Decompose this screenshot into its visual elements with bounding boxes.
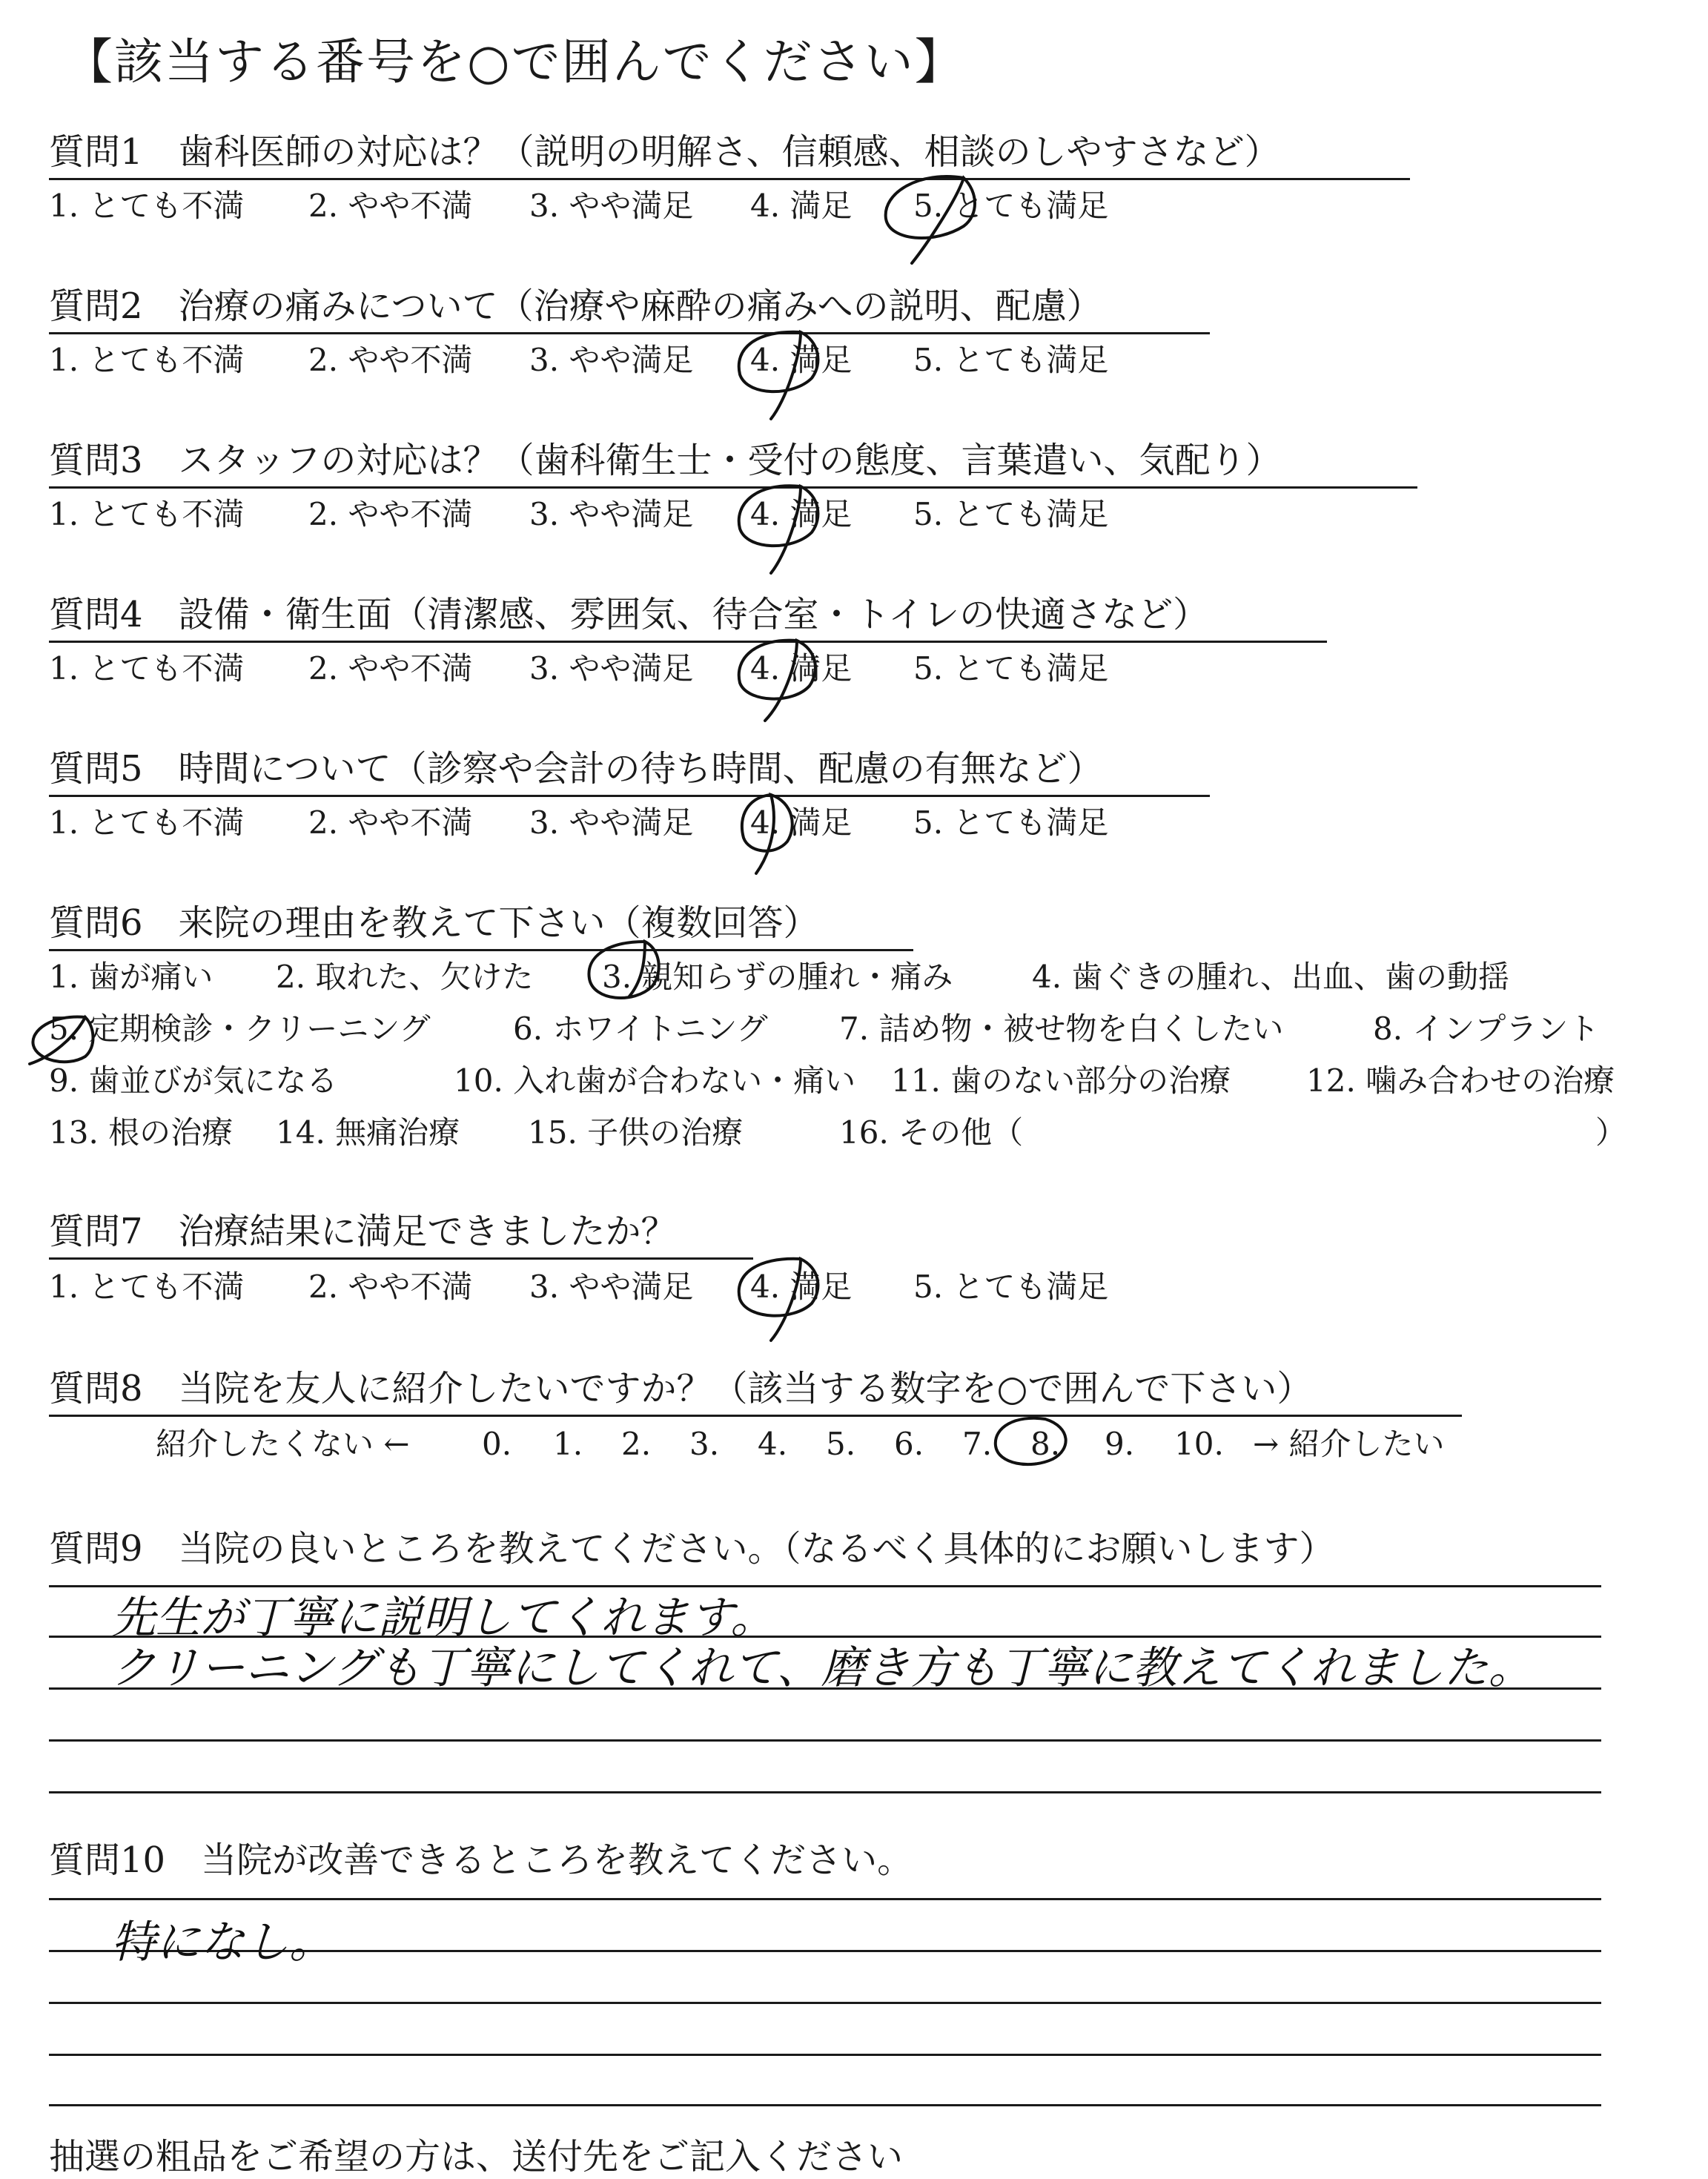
- option-2[interactable]: 2. やや不満: [308, 188, 473, 224]
- question-5-title: 質問5 時間について（診察や会計の待ち時間、配慮の有無など）: [49, 743, 1210, 797]
- scale-right-label: → 紹介したい: [1253, 1426, 1445, 1462]
- footer-note: 抽選の粗品をご希望の方は、送付先をご記入ください: [49, 2136, 904, 2178]
- reason-6[interactable]: 6. ホワイトニング: [513, 1011, 768, 1047]
- scale-5[interactable]: 5.: [826, 1426, 856, 1462]
- scale-4[interactable]: 4.: [758, 1426, 788, 1462]
- reason-12[interactable]: 12. 噛み合わせの治療: [1306, 1062, 1615, 1099]
- scale-2[interactable]: 2.: [621, 1426, 652, 1462]
- option-3[interactable]: 3. やや満足: [529, 804, 694, 841]
- reason-4[interactable]: 4. 歯ぐきの腫れ、出血、歯の動揺: [1032, 959, 1509, 995]
- option-2[interactable]: 2. やや不満: [308, 1269, 473, 1305]
- option-1[interactable]: 1. とても不満: [49, 804, 245, 841]
- option-2[interactable]: 2. やや不満: [308, 496, 473, 532]
- q9-answer-line-1: 先生が丁寧に説明してくれます。: [111, 1592, 775, 1644]
- q10-answer-line-1: 特になし。: [111, 1917, 334, 1968]
- option-4[interactable]: 4. 満足: [750, 496, 853, 532]
- reason-14[interactable]: 14. 無痛治療: [276, 1114, 460, 1151]
- reason-3[interactable]: 3. 親知らずの腫れ・痛み: [602, 959, 953, 995]
- option-4[interactable]: 4. 満足: [750, 1269, 853, 1305]
- option-4[interactable]: 4. 満足: [750, 342, 853, 378]
- option-3[interactable]: 3. やや満足: [529, 496, 694, 532]
- question-3-title: 質問3 スタッフの対応は？（歯科衛生士・受付の態度、言葉遣い、気配り）: [49, 434, 1417, 489]
- scale-1[interactable]: 1.: [553, 1426, 583, 1462]
- reason-8[interactable]: 8. インプラント: [1373, 1011, 1600, 1047]
- reason-16[interactable]: 16. その他（: [839, 1114, 1024, 1151]
- option-3[interactable]: 3. やや満足: [529, 188, 694, 224]
- reason-16-close: ）: [1595, 1114, 1627, 1151]
- reason-7[interactable]: 7. 詰め物・被せ物を白くしたい: [839, 1011, 1284, 1047]
- option-5[interactable]: 5. とても満足: [913, 804, 1109, 841]
- option-5[interactable]: 5. とても満足: [913, 342, 1109, 378]
- option-4[interactable]: 4. 満足: [750, 804, 853, 841]
- scale-7[interactable]: 7.: [962, 1426, 993, 1462]
- option-4[interactable]: 4. 満足: [750, 650, 853, 687]
- option-2[interactable]: 2. やや不満: [308, 650, 473, 687]
- question-7-title: 質問7 治療結果に満足できましたか？: [49, 1206, 753, 1260]
- reason-10[interactable]: 10. 入れ歯が合わない・痛い: [454, 1062, 856, 1099]
- question-6-title: 質問6 来院の理由を教えて下さい（複数回答）: [49, 897, 913, 951]
- option-3[interactable]: 3. やや満足: [529, 650, 694, 687]
- question-1-title: 質問1 歯科医師の対応は？（説明の明解さ、信頼感、相談のしやすさなど）: [49, 126, 1410, 180]
- question-10-title: 質問10 当院が改善できるところを教えてください。: [49, 1839, 913, 1881]
- option-5[interactable]: 5. とても満足: [913, 1269, 1109, 1305]
- option-1[interactable]: 1. とても不満: [49, 342, 245, 378]
- circle-q6-3: [589, 942, 658, 998]
- option-5[interactable]: 5. とても満足: [913, 496, 1109, 532]
- question-4-title: 質問4 設備・衛生面（清潔感、雰囲気、待合室・トイレの快適さなど）: [49, 589, 1327, 643]
- option-2[interactable]: 2. やや不満: [308, 804, 473, 841]
- circle-q8-8: [996, 1418, 1066, 1464]
- circle-q6-5: [30, 1017, 93, 1064]
- reason-13[interactable]: 13. 根の治療: [49, 1114, 234, 1151]
- question-9-title: 質問9 当院の良いところを教えてください。（なるべく具体的にお願いします）: [49, 1528, 1335, 1570]
- option-3[interactable]: 3. やや満足: [529, 1269, 694, 1305]
- scale-10[interactable]: 10.: [1174, 1426, 1224, 1462]
- circle-q1-5: [886, 176, 975, 263]
- scale-left-label: 紹介したくない ←: [156, 1426, 410, 1462]
- reason-2[interactable]: 2. 取れた、欠けた: [276, 959, 534, 995]
- q9-answer-line-2: クリーニングも丁寧にしてくれて、磨き方も丁寧に教えてくれました。: [111, 1642, 1533, 1694]
- reason-9[interactable]: 9. 歯並びが気になる: [49, 1062, 338, 1099]
- option-5[interactable]: 5. とても満足: [913, 188, 1109, 224]
- circle-q3-4: [739, 486, 818, 573]
- option-5[interactable]: 5. とても満足: [913, 650, 1109, 687]
- question-8-title: 質問8 当院を友人に紹介したいですか？（該当する数字を○で囲んで下さい）: [49, 1363, 1462, 1417]
- question-2-title: 質問2 治療の痛みについて（治療や麻酔の痛みへの説明、配慮）: [49, 280, 1210, 334]
- scale-3[interactable]: 3.: [689, 1426, 720, 1462]
- option-4[interactable]: 4. 満足: [750, 188, 853, 224]
- circle-q5-4: [742, 795, 792, 873]
- circle-q2-4: [739, 332, 818, 419]
- option-1[interactable]: 1. とても不満: [49, 188, 245, 224]
- circle-q4-4: [739, 641, 815, 721]
- scale-0[interactable]: 0.: [482, 1426, 512, 1462]
- option-1[interactable]: 1. とても不満: [49, 1269, 245, 1305]
- option-1[interactable]: 1. とても不満: [49, 650, 245, 687]
- scale-6[interactable]: 6.: [894, 1426, 924, 1462]
- reason-1[interactable]: 1. 歯が痛い: [49, 959, 214, 995]
- reason-5[interactable]: 5. 定期検診・クリーニング: [49, 1011, 431, 1047]
- scale-8[interactable]: 8.: [1030, 1426, 1061, 1462]
- reason-15[interactable]: 15. 子供の治療: [528, 1114, 744, 1151]
- option-1[interactable]: 1. とても不満: [49, 496, 245, 532]
- option-3[interactable]: 3. やや満足: [529, 342, 694, 378]
- instruction-header: 【該当する番号を○で囲んでください】: [64, 33, 965, 90]
- reason-11[interactable]: 11. 歯のない部分の治療: [891, 1062, 1231, 1099]
- option-2[interactable]: 2. やや不満: [308, 342, 473, 378]
- scale-9[interactable]: 9.: [1105, 1426, 1135, 1462]
- circle-q7-4: [739, 1259, 818, 1340]
